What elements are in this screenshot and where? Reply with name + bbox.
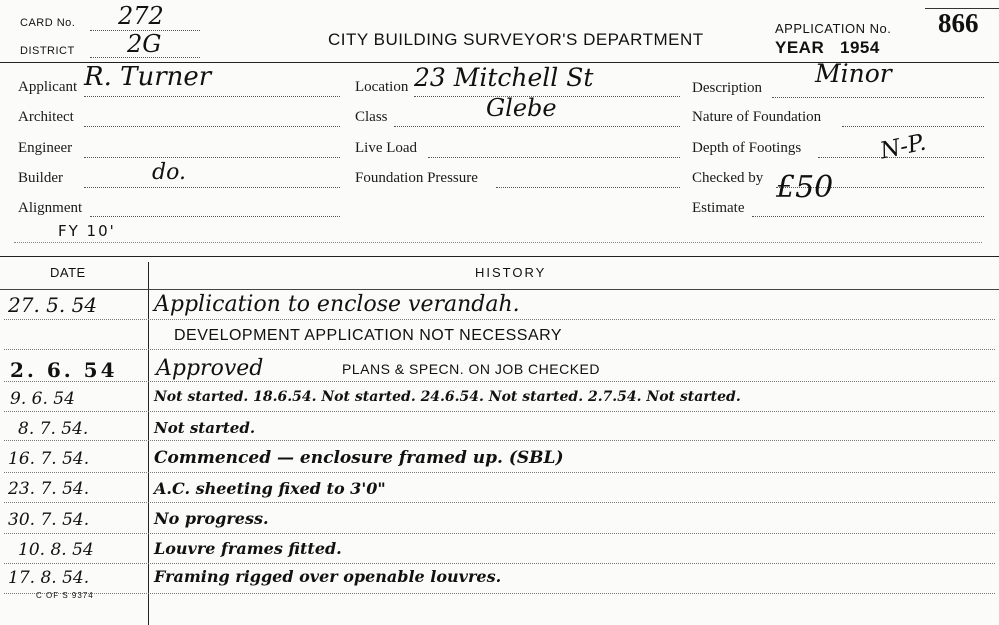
history-row-stamp: PLANS & SPECN. ON JOB CHECKED — [342, 361, 601, 377]
applicant-label: Applicant — [18, 79, 78, 95]
class-label: Class — [355, 109, 388, 125]
location-value-2: Glebe — [486, 94, 557, 122]
depth-of-footings-value: N-P. — [877, 129, 929, 165]
live-load-dots — [428, 157, 680, 158]
nature-of-foundation-label: Nature of Foundation — [692, 109, 822, 125]
row-rule — [4, 472, 995, 473]
year-label: YEAR — [775, 38, 825, 57]
history-row-text: Louvre frames fitted. — [154, 539, 342, 558]
row-rule — [4, 411, 995, 412]
row-rule — [4, 563, 995, 564]
history-row-date: 10. 8. 54 — [18, 540, 94, 560]
live-load-label: Live Load — [355, 140, 418, 156]
foundation-pressure-label: Foundation Pressure — [355, 170, 478, 186]
history-row-date: 27. 5. 54 — [8, 293, 98, 317]
location-value: 23 Mitchell St — [414, 63, 594, 92]
history-row-text: No progress. — [154, 509, 269, 528]
row-rule — [4, 381, 995, 382]
card-no-value: 272 — [118, 2, 164, 30]
history-row-text: A.C. sheeting fixed to 3'0" — [154, 479, 386, 498]
district-label: DISTRICT — [20, 45, 75, 57]
row-rule — [4, 502, 995, 503]
fields-extra-rule — [14, 242, 982, 243]
history-row-date: 23. 7. 54. — [8, 479, 90, 499]
row-rule — [4, 319, 995, 320]
location-label: Location — [355, 79, 409, 95]
history-column-header: HISTORY — [475, 265, 547, 280]
row-rule — [4, 349, 995, 350]
alignment-dots — [90, 216, 340, 217]
application-no-label: APPLICATION No. — [775, 21, 892, 36]
row-rule — [4, 440, 995, 441]
class-dots — [394, 126, 680, 127]
applicant-dots — [84, 96, 340, 97]
architect-dots — [84, 126, 340, 127]
date-column-divider — [148, 262, 149, 625]
applicant-value: R. Turner — [84, 62, 212, 92]
history-row-text: Application to enclose verandah. — [154, 292, 520, 317]
row-rule — [4, 533, 995, 534]
page-title: CITY BUILDING SURVEYOR'S DEPARTMENT — [328, 30, 704, 49]
engineer-dots — [84, 157, 340, 158]
history-row-stamp: DEVELOPMENT APPLICATION NOT NECESSARY — [174, 327, 563, 344]
form-code: C OF S 9374 — [36, 591, 94, 600]
description-value: Minor — [815, 59, 892, 88]
history-row-date: 9. 6. 54 — [10, 389, 75, 409]
builder-label: Builder — [18, 170, 63, 186]
depth-of-footings-label: Depth of Footings — [692, 140, 802, 156]
estimate-label: Estimate — [692, 200, 745, 216]
history-row-date: 16. 7. 54. — [8, 449, 90, 469]
history-row-date: 2. 6. 54 — [10, 358, 118, 382]
history-row-text: Not started. — [154, 419, 256, 437]
row-rule — [4, 593, 995, 594]
checked-by-label: Checked by — [692, 170, 764, 186]
builder-value: do. — [152, 160, 186, 185]
history-row-text: Not started. 18.6.54. Not started. 24.6.54. Not started. 2.7.54. Not started. — [154, 389, 741, 405]
district-value: 2G — [127, 30, 162, 58]
estimate-value: £50 — [776, 170, 834, 205]
card-no-label: CARD No. — [20, 17, 76, 29]
alignment-label: Alignment — [18, 200, 83, 216]
history-row-text: Approved — [156, 356, 264, 381]
history-row-date: 30. 7. 54. — [8, 510, 90, 530]
description-dots — [772, 97, 984, 98]
nature-of-foundation-dots — [842, 126, 984, 127]
alignment-value: FY 10' — [58, 222, 116, 240]
history-row-date: 8. 7. 54. — [18, 419, 89, 439]
estimate-dots — [752, 216, 984, 217]
year-value: 1954 — [840, 38, 880, 57]
date-column-header: DATE — [50, 265, 86, 280]
foundation-pressure-dots — [496, 187, 680, 188]
builder-dots — [84, 187, 340, 188]
description-label: Description — [692, 80, 762, 96]
table-header-rule — [0, 289, 999, 290]
application-no-value: 866 — [938, 8, 979, 38]
architect-label: Architect — [18, 109, 74, 125]
fields-divider — [0, 256, 999, 257]
engineer-label: Engineer — [18, 140, 73, 156]
history-row-text: Commenced — enclosure framed up. (SBL) — [154, 448, 564, 468]
application-no-rule — [925, 8, 999, 9]
history-row-text: Framing rigged over openable louvres. — [154, 567, 502, 586]
history-row-date: 17. 8. 54. — [8, 568, 90, 588]
